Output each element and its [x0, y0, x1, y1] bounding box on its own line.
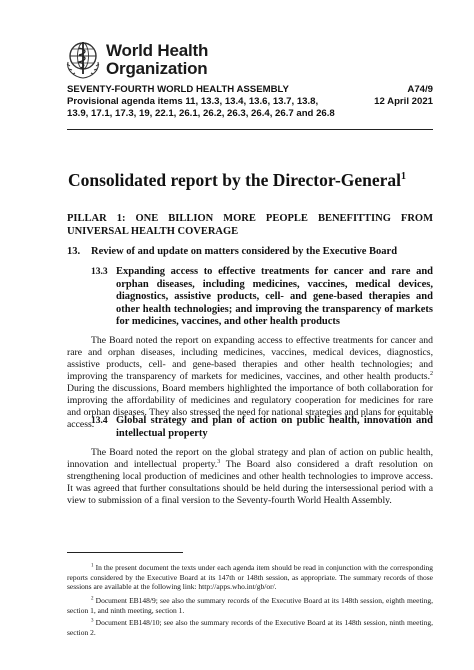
document-title — [0, 170, 474, 191]
footnote-ref-2[interactable]: 2 — [430, 370, 433, 377]
subsection-title: Global strategy and plan of action on public health, innovation and intellectual property — [116, 415, 433, 439]
footnote-marker: 2 — [91, 596, 94, 602]
subsection-13-4-heading — [91, 415, 433, 440]
subsection-number: 13.4 — [91, 416, 108, 426]
footnote-text: In the present document the texts under each agenda item should be read in conjunction with the corresponding reports considered by the Executive Board at its 147th or 148th session, as appropriate. The summary records of those sessions are available at the following link: http://apps.who.int/gb/or/. — [67, 563, 433, 592]
org-name-line1: World Health — [106, 41, 209, 60]
footnote-marker: 3 — [91, 618, 94, 624]
pillar-heading: PILLAR 1: ONE BILLION MORE PEOPLE BENEFITTING FROM UNIVERSAL HEALTH COVERAGE — [67, 213, 433, 237]
section-heading — [67, 246, 433, 259]
footnote-text: Document EB148/9; see also the summary records of the Executive Board at its 148th session, eighth meeting, section 1, and ninth meeting, section 1. — [67, 596, 433, 615]
document-date: 12 April 2021 — [374, 96, 433, 107]
who-emblem-icon — [64, 40, 102, 80]
footnote-divider — [67, 552, 183, 553]
org-name — [106, 42, 208, 78]
subsection-number: 13.3 — [91, 267, 108, 277]
footnote-3 — [67, 618, 433, 637]
who-logo — [64, 40, 264, 82]
footnote-text: Document EB148/10; see also the summary records of the Executive Board at its 148th session, ninth meeting, section 2. — [67, 618, 433, 637]
org-name-line2: Organization — [106, 59, 208, 78]
header-divider — [67, 129, 433, 130]
title-footnote-ref[interactable]: 1 — [401, 171, 407, 183]
paragraph-text-continued: The Board also considered a draft resolution on strengthening local production of medicines and other health technologies to improve access. It was agreed that further consultations should be held during the intersessional period with a view to submission of a final version to the Seventy-fourth World Health Assembly. — [67, 459, 433, 506]
footnote-2 — [67, 596, 433, 615]
agenda-items-line1: Provisional agenda items 11, 13.3, 13.4, 13.6, 13.7, 13.8, — [67, 96, 319, 107]
document-header — [67, 84, 433, 120]
subsection-13-4-paragraph — [67, 447, 433, 507]
paragraph-text: The Board noted the report on the global strategy and plan of action on public health, innovation and intellectual property. — [67, 447, 433, 470]
subsection-13-3-heading — [91, 266, 433, 329]
footnote-ref-3[interactable]: 3 — [217, 458, 221, 465]
paragraph-text: The Board noted the report on expanding access to effective treatments for cancer and rare and orphan diseases, including medicines, vaccines, medical devices, diagnostics, assistive products, cell- and gene-based therapies and other health technologies; and improving the transparency of markets for medicines, vaccines, and other health products. — [67, 335, 433, 382]
section-title: Review of and update on matters considered by the Executive Board — [91, 246, 398, 257]
footnote-marker: 1 — [91, 563, 94, 569]
subsection-title: Expanding access to effective treatments for cancer and rare and orphan diseases, including medicines, vaccines, medical devices, diagnostics, assistive products, cell- and gene-based therapies and other health technologies; and improving the transparency of markets for medicines, vaccines, and other health products — [116, 266, 433, 327]
section-number: 13. — [67, 246, 81, 257]
document-number: A74/9 — [407, 84, 433, 95]
assembly-title: SEVENTY-FOURTH WORLD HEALTH ASSEMBLY — [67, 84, 289, 95]
agenda-items-line2: 13.9, 17.1, 17.3, 19, 22.1, 26.1, 26.2, 26.3, 26.4, 26.7 and 26.8 — [67, 108, 335, 119]
document-title-text: Consolidated report by the Director-General — [67, 170, 402, 190]
footnote-1 — [67, 563, 433, 592]
paragraph-text-continued: During the discussions, Board members highlighted the importance of both collaboration for improving the affordability of medicines and regulatory cooperation for medicines for rare and orphan diseases. They also stressed the need for national strategies and plans for equitable access. — [67, 383, 433, 430]
